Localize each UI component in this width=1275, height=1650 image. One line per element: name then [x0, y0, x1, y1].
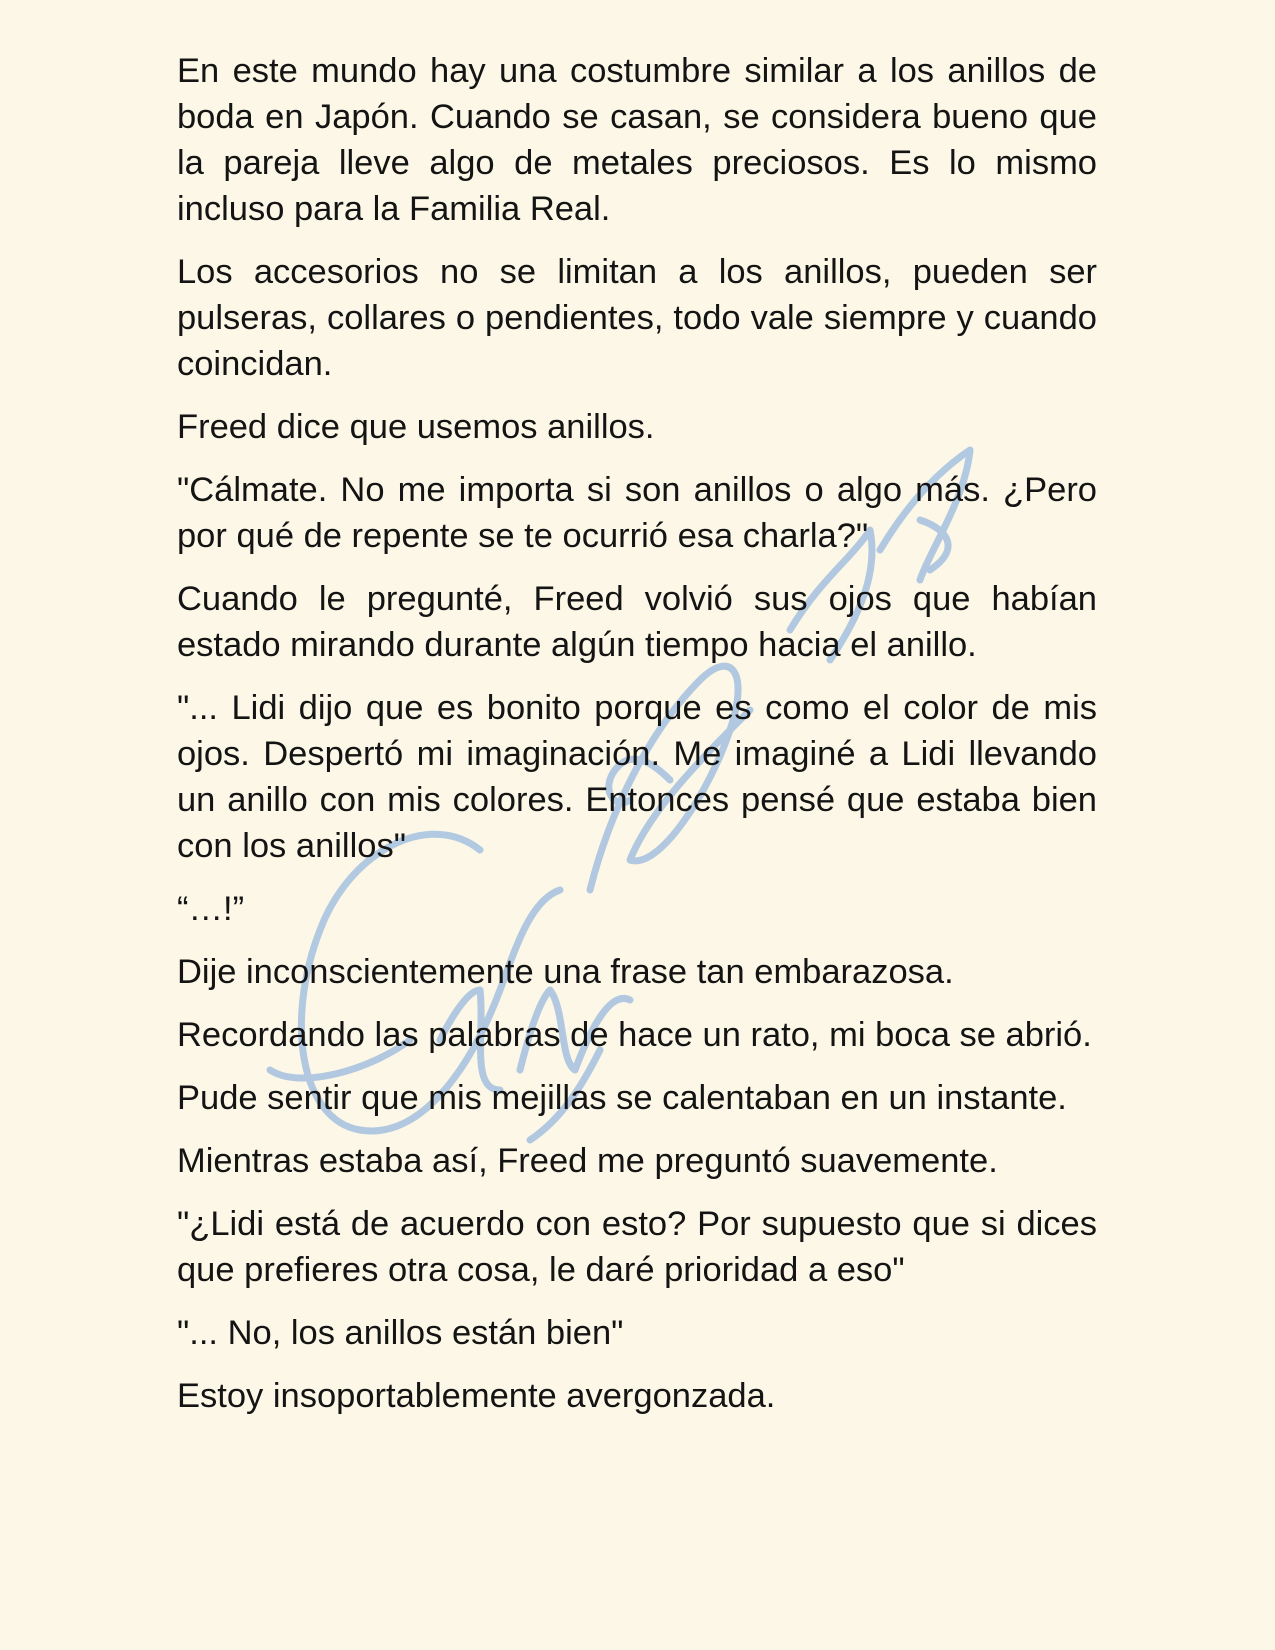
- document-body: [177, 48, 1097, 1436]
- dialogue-paragraph: "¿Lidi está de acuerdo con esto? Por supuesto que si dices que prefieres otra cosa, le daré prioridad a eso": [177, 1205, 1097, 1289]
- paragraph: Pude sentir que mis mejillas se calentaban en un instante.: [177, 1079, 1067, 1117]
- paragraph: Cuando le pregunté, Freed volvió sus ojos que habían estado mirando durante algún tiempo hacia el anillo.: [177, 580, 1097, 664]
- dialogue-paragraph: "... Lidi dijo que es bonito porque es como el color de mis ojos. Despertó mi imaginación. Me imaginé a Lidi llevando un anillo con mis colores. Entonces pensé que estaba bien con los anillos": [177, 689, 1097, 865]
- paragraph: Estoy insoportablemente avergonzada.: [177, 1377, 776, 1415]
- dialogue-paragraph: "... No, los anillos están bien": [177, 1314, 624, 1352]
- dialogue-paragraph: “…!”: [177, 890, 245, 928]
- paragraph: Freed dice que usemos anillos.: [177, 408, 655, 446]
- paragraph: Dije inconscientemente una frase tan embarazosa.: [177, 953, 954, 991]
- paragraph: En este mundo hay una costumbre similar a los anillos de boda en Japón. Cuando se casan, se considera bueno que la pareja lleve algo de metales preciosos. Es lo mismo incluso para la Familia Real.: [177, 52, 1097, 228]
- paragraph: Los accesorios no se limitan a los anillos, pueden ser pulseras, collares o pendientes, todo vale siempre y cuando coincidan.: [177, 253, 1097, 383]
- paragraph: Mientras estaba así, Freed me preguntó suavemente.: [177, 1142, 998, 1180]
- paragraph: Recordando las palabras de hace un rato, mi boca se abrió.: [177, 1016, 1092, 1054]
- dialogue-paragraph: "Cálmate. No me importa si son anillos o algo más. ¿Pero por qué de repente se te ocurrió esa charla?": [177, 471, 1097, 555]
